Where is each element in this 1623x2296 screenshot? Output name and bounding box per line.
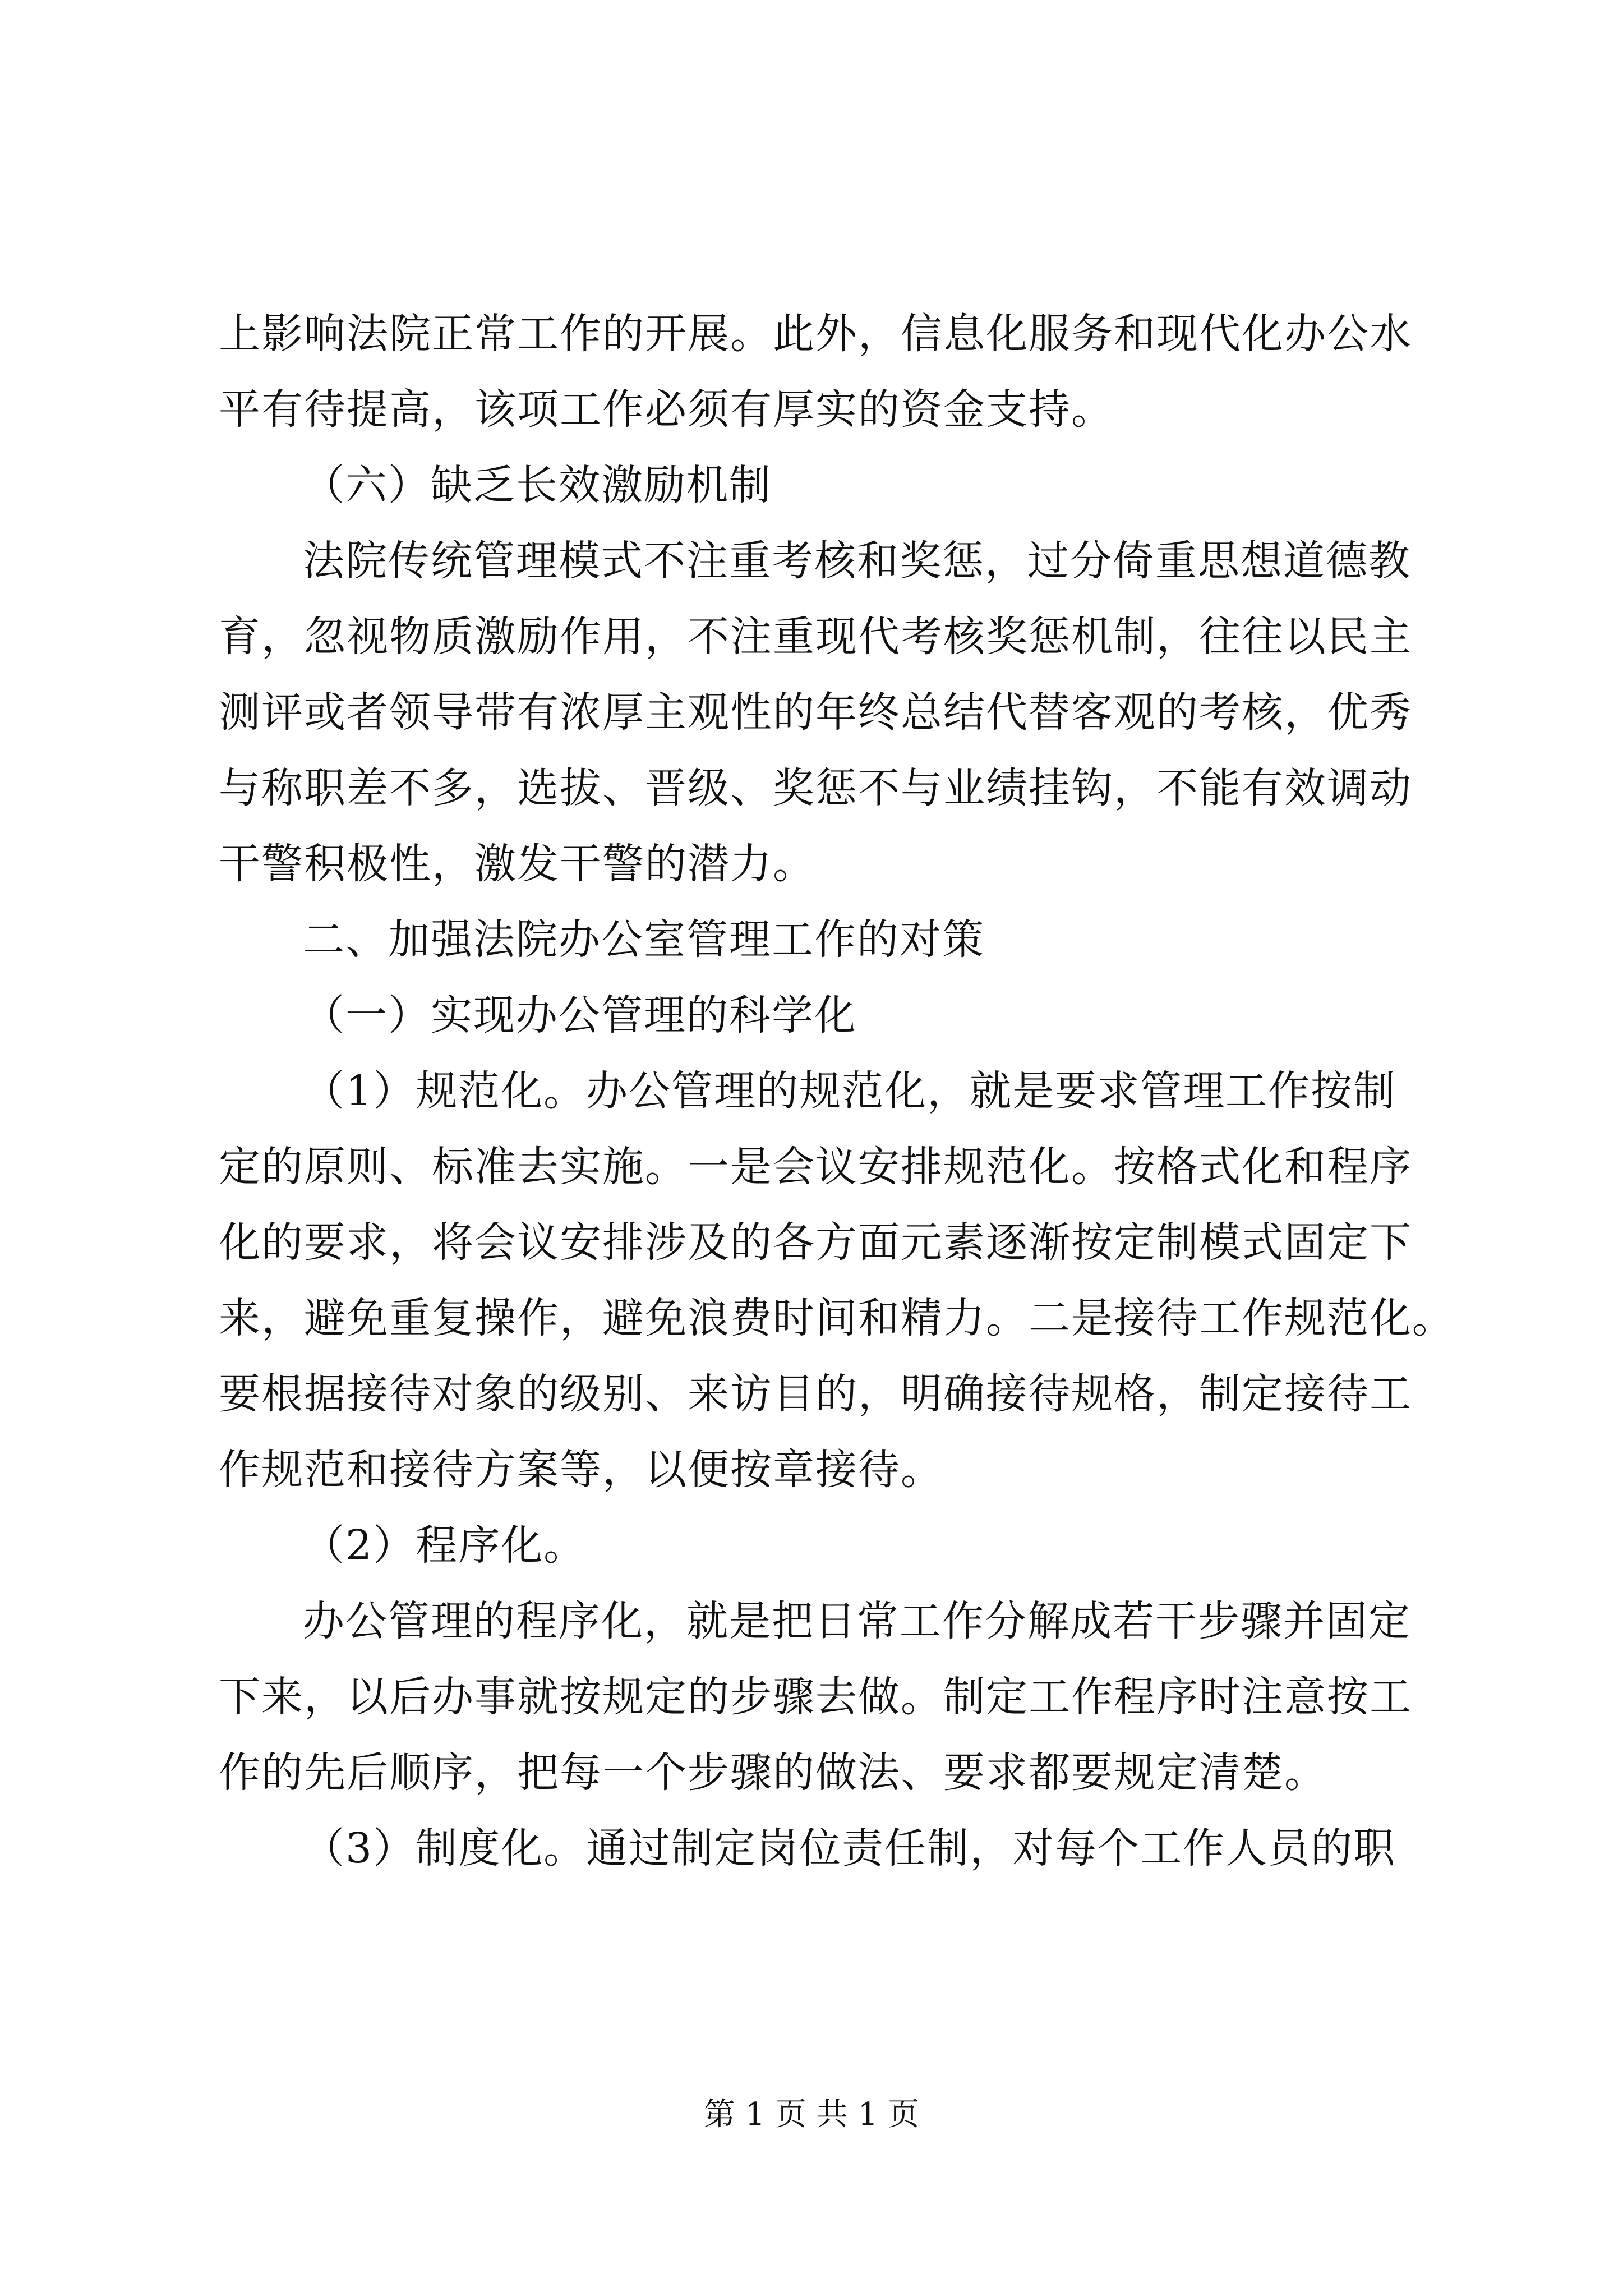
section-heading: （六）缺乏长效激励机制 (303, 461, 772, 509)
body-text-line: 测评或者领导带有浓厚主观性的年终总结代替客观的考核，优秀 (219, 688, 1412, 737)
body-text-line: 来，避免重复操作，避免浪费时间和精力。二是接待工作规范化。 (219, 1294, 1455, 1342)
body-text-line: 干警积极性，激发干警的潜力。 (219, 840, 815, 888)
body-text-line: 办公管理的程序化，就是把日常工作分解成若干步骤并固定 (303, 1597, 1411, 1645)
body-text-line: 法院传统管理模式不注重考核和奖惩，过分倚重思想道德教 (303, 537, 1411, 585)
body-text-line: 定的原则、标准去实施。一是会议安排规范化。按格式化和程序 (219, 1143, 1412, 1191)
body-text-line: 要根据接待对象的级别、来访目的，明确接待规格，制定接待工 (219, 1370, 1412, 1418)
body-text-line: 与称职差不多，选拔、晋级、奖惩不与业绩挂钩，不能有效调动 (219, 764, 1412, 812)
body-text-line: 上影响法院正常工作的开展。此外，信息化服务和现代化办公水 (219, 310, 1412, 358)
body-text-line: （3）制度化。通过制定岗位责任制，对每个工作人员的职 (303, 1824, 1396, 1872)
section-heading: （一）实现办公管理的科学化 (303, 991, 857, 1039)
body-text-line: 平有待提高，该项工作必须有厚实的资金支持。 (219, 385, 1114, 434)
body-text-line: 作的先后顺序，把每一个步骤的做法、要求都要规定清楚。 (219, 1749, 1327, 1797)
subsection-heading: （2）程序化。 (303, 1521, 587, 1570)
body-text-line: （1）规范化。办公管理的规范化，就是要求管理工作按制 (303, 1067, 1396, 1115)
page-footer: 第 1 页 共 1 页 (703, 2096, 920, 2133)
body-text-line: 化的要求，将会议安排涉及的各方面元素逐渐按定制模式固定下 (219, 1218, 1412, 1267)
body-text-line: 作规范和接待方案等，以便按章接待。 (219, 1446, 943, 1494)
chapter-heading: 二、加强法院办公室管理工作的对策 (303, 915, 985, 964)
body-text-line: 育，忽视物质激励作用，不注重现代考核奖惩机制，往往以民主 (219, 613, 1412, 661)
body-text-line: 下来，以后办事就按规定的步骤去做。制定工作程序时注意按工 (219, 1673, 1412, 1721)
